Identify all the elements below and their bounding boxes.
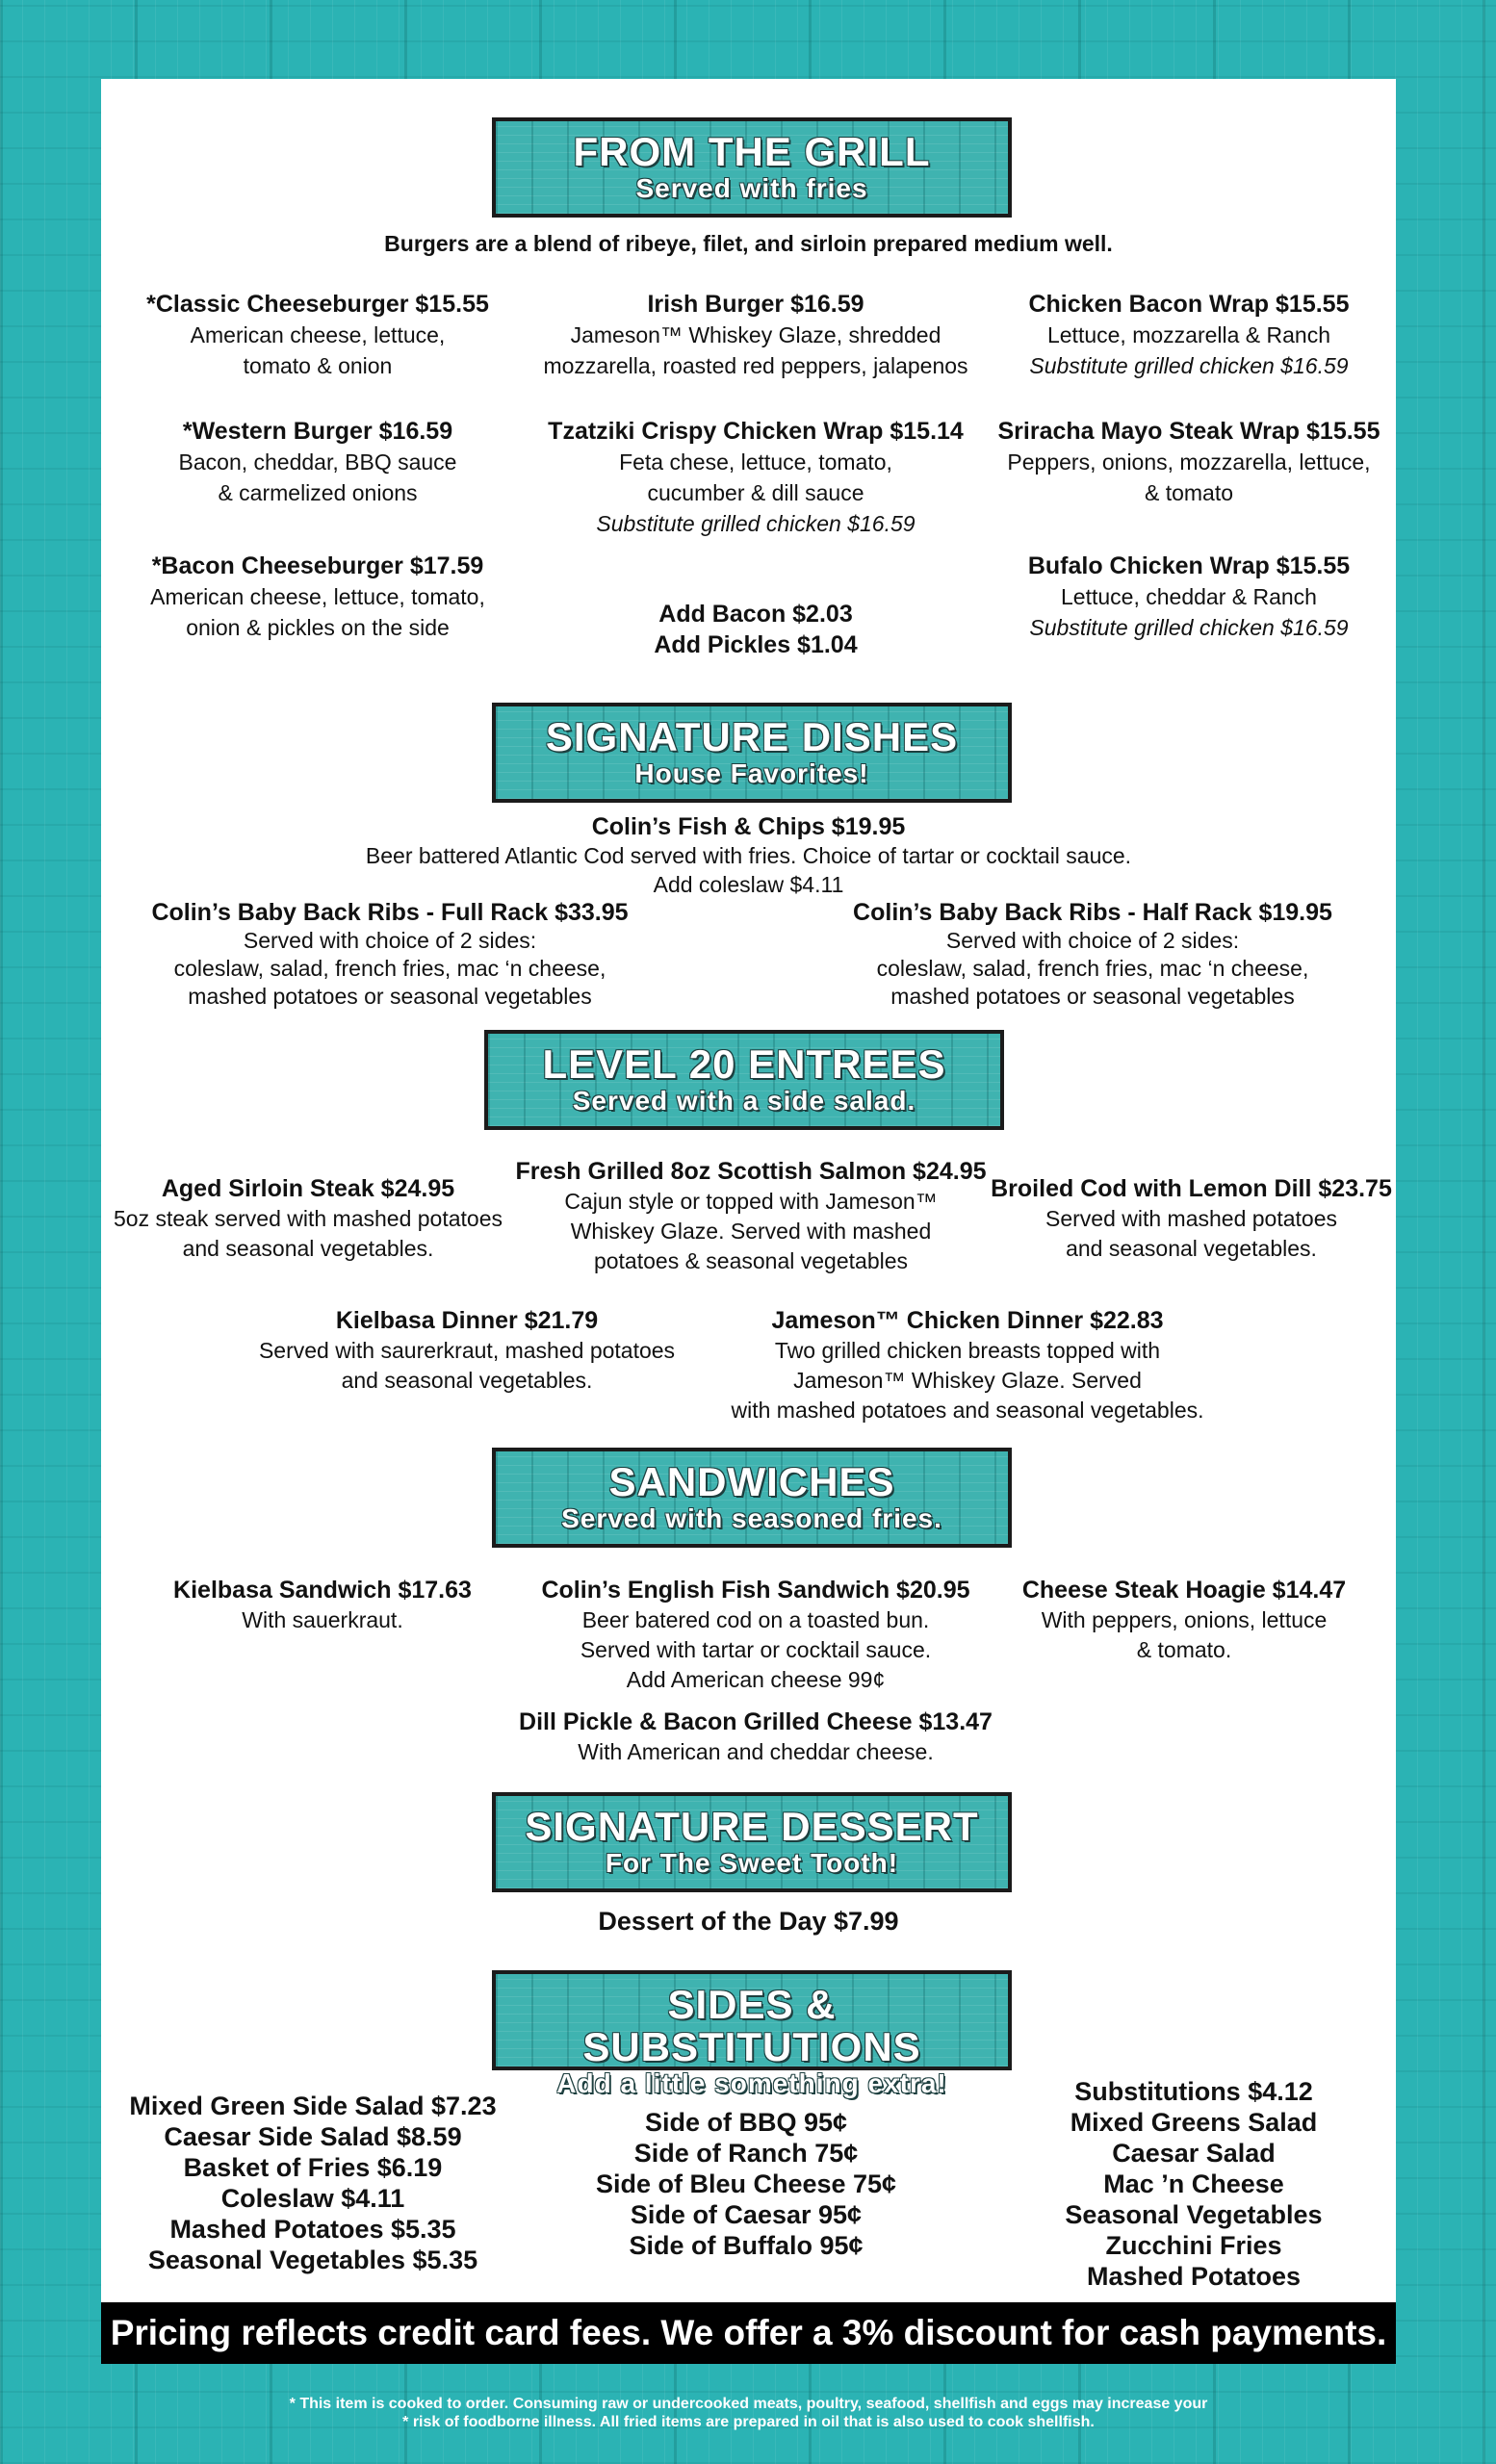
signature-banner (492, 703, 1012, 803)
menu-item-add-ons: Add Bacon $2.03 Add Pickles $1.04 (654, 601, 858, 658)
dessert-title: SIGNATURE DESSERT (525, 1804, 979, 1849)
list-item: Seasonal Vegetables (1065, 2200, 1323, 2229)
menu-item-ribs-half-rack: Colin’s Baby Back Ribs - Half Rack $19.95 Served with choice of 2 sides: coleslaw, salad, french fries, mac ‘n cheese, mashed potatoes or seasonal vegetables (853, 899, 1332, 1009)
menu-item-jameson-chicken-dinner: Jameson™ Chicken Dinner $22.83 Two grilled chicken breasts topped with Jameson™ Whiskey Glaze. Served with mashed potatoes and seasonal vegetables. (731, 1307, 1204, 1423)
list-item: Mixed Green Side Salad $7.23 (129, 2092, 497, 2120)
menu-item-kielbasa-sandwich: Kielbasa Sandwich $17.63 With sauerkraut. (173, 1577, 472, 1632)
list-item: Basket of Fries $6.19 (183, 2153, 443, 2182)
sides-title: SIDES & SUBSTITUTIONS (582, 1982, 921, 2069)
list-item: Seasonal Vegetables $5.35 (147, 2246, 478, 2274)
list-item: Coleslaw $4.11 (220, 2184, 405, 2213)
list-item: Side of Caesar 95¢ (630, 2200, 863, 2229)
signature-title: SIGNATURE DISHES (545, 714, 959, 759)
list-item: Side of Buffalo 95¢ (629, 2231, 864, 2260)
menu-item-dessert-of-the-day: Dessert of the Day $7.99 (598, 1907, 899, 1936)
menu-item-sriracha-steak-wrap: Sriracha Mayo Steak Wrap $15.55 Peppers, onions, mozzarella, lettuce, & tomato (997, 418, 1380, 505)
menu-item-irish-burger: Irish Burger $16.59 Jameson™ Whiskey Glaze, shredded mozzarella, roasted red peppers, jalapenos (543, 291, 968, 378)
menu-item-dill-pickle-grilled-cheese: Dill Pickle & Bacon Grilled Cheese $13.47 With American and cheddar cheese. (519, 1708, 993, 1764)
list-item: Mac ’n Cheese (1103, 2169, 1284, 2198)
list-item: Side of Bleu Cheese 75¢ (595, 2169, 897, 2198)
menu-item-english-fish-sandwich: Colin’s English Fish Sandwich $20.95 Beer batered cod on a toasted bun. Served with tartar or cocktail sauce. Add American cheese 99¢ (541, 1577, 970, 1692)
grill-note: Burgers are a blend of ribeye, filet, and sirloin prepared medium well. (384, 231, 1113, 256)
sides-column-3 (1001, 2076, 1386, 2292)
sides-banner (492, 1970, 1012, 2098)
signature-subtitle: House Favorites! (634, 758, 869, 788)
list-item: Side of BBQ 95¢ (644, 2108, 848, 2137)
grill-banner (492, 117, 1012, 218)
menu-item-western-burger: *Western Burger $16.59 Bacon, cheddar, BBQ sauce & carmelized onions (178, 418, 457, 505)
sandwiches-banner (492, 1448, 1012, 1548)
grill-subtitle: Served with fries (635, 173, 868, 203)
menu-item-bacon-cheeseburger: *Bacon Cheeseburger $17.59 American cheese, lettuce, tomato, onion & pickles on the side (150, 552, 485, 640)
sandwiches-title: SANDWICHES (608, 1459, 895, 1504)
cash-discount-banner: Pricing reflects credit card fees. We offer a 3% discount for cash payments. (101, 2302, 1396, 2364)
sandwiches-subtitle: Served with seasoned fries. (561, 1503, 942, 1533)
menu-item-scottish-salmon: Fresh Grilled 8oz Scottish Salmon $24.95 Cajun style or topped with Jameson™ Whiskey Glaze. Served with mashed potatoes & seasonal vegetables (515, 1158, 987, 1273)
food-safety-disclaimer: * This item is cooked to order. Consuming raw or undercooked meats, poultry, seafood, shellfish and eggs may increase your * risk of foodborne illness. All fried items are prepared in oil that is also used to cook shellfish. (289, 2396, 1208, 2430)
dessert-banner (492, 1792, 1012, 1892)
list-item: Mixed Greens Salad (1070, 2108, 1318, 2137)
menu-item-buffalo-chicken-wrap: Bufalo Chicken Wrap $15.55 Lettuce, cheddar & Ranch Substitute grilled chicken $16.59 (1027, 552, 1351, 640)
level20-subtitle: Served with a side salad. (572, 1086, 916, 1116)
menu-item-tzatziki-wrap: Tzatziki Crispy Chicken Wrap $15.14 Feta chese, lettuce, tomato, cucumber & dill sauce Substitute grilled chicken $16.59 (548, 418, 964, 536)
list-item: Mashed Potatoes (1086, 2262, 1302, 2291)
menu-item-kielbasa-dinner: Kielbasa Dinner $21.79 Served with saurerkraut, mashed potatoes and seasonal vegetables. (258, 1307, 676, 1393)
list-item: Mashed Potatoes $5.35 (169, 2215, 456, 2244)
sides-subtitle: Add a little something extra! (556, 2068, 947, 2098)
sides-column-2 (544, 2107, 948, 2261)
menu-item-sirloin-steak: Aged Sirloin Steak $24.95 5oz steak served with mashed potatoes and seasonal vegetables. (113, 1175, 503, 1261)
menu-item-broiled-cod: Broiled Cod with Lemon Dill $23.75 Served with mashed potatoes and seasonal vegetables. (991, 1175, 1392, 1261)
list-item: Zucchini Fries (1105, 2231, 1282, 2260)
menu-item-fish-and-chips: Colin’s Fish & Chips $19.95 Beer battered Atlantic Cod served with fries. Choice of tartar or cocktail sauce. Add coleslaw $4.11 (365, 813, 1132, 897)
menu-item-cheese-steak-hoagie: Cheese Steak Hoagie $14.47 With peppers, onions, lettuce & tomato. (1021, 1577, 1347, 1662)
menu-item-chicken-bacon-wrap: Chicken Bacon Wrap $15.55 Lettuce, mozzarella & Ranch Substitute grilled chicken $16.59 (1028, 291, 1350, 378)
level20-banner (484, 1030, 1004, 1130)
sides-column-1 (101, 2091, 525, 2275)
menu-item-classic-cheeseburger: *Classic Cheeseburger $15.55 American cheese, lettuce, tomato & onion (146, 291, 489, 378)
dessert-subtitle: For The Sweet Tooth! (605, 1848, 899, 1878)
list-item: Caesar Salad (1112, 2139, 1276, 2168)
level20-title: LEVEL 20 ENTREES (542, 1041, 946, 1087)
list-item: Caesar Side Salad $8.59 (164, 2122, 462, 2151)
grill-title: FROM THE GRILL (573, 129, 931, 174)
list-item: Substitutions $4.12 (1074, 2077, 1313, 2106)
list-item: Side of Ranch 75¢ (633, 2139, 859, 2168)
menu-panel (101, 79, 1396, 2352)
menu-item-ribs-full-rack: Colin’s Baby Back Ribs - Full Rack $33.95 Served with choice of 2 sides: coleslaw, salad, french fries, mac ‘n cheese, mashed potatoes or seasonal vegetables (151, 899, 629, 1009)
